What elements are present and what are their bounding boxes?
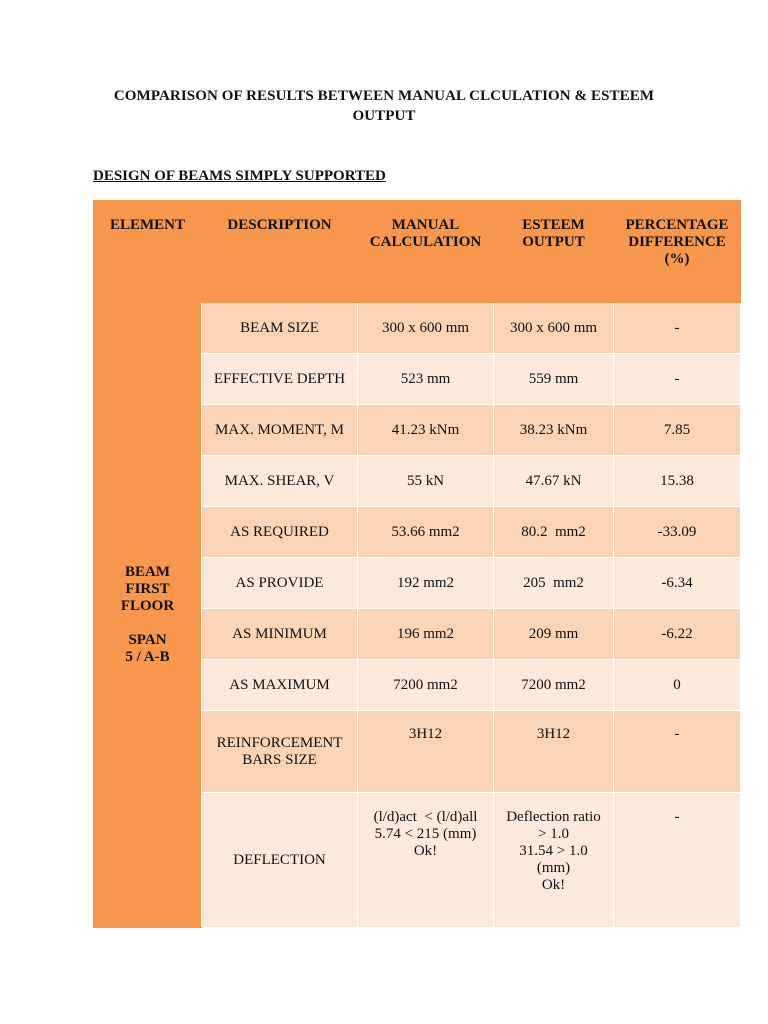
cell-description: AS PROVIDE: [202, 558, 358, 609]
cell-esteem: 300 x 600 mm: [494, 303, 614, 354]
header-description: DESCRIPTION: [202, 201, 358, 303]
cell-percentage: -6.34: [614, 558, 741, 609]
cell-esteem: 205 mm2: [494, 558, 614, 609]
cell-description: MAX. SHEAR, V: [202, 456, 358, 507]
header-element: ELEMENT: [94, 201, 202, 303]
cell-percentage: -: [614, 303, 741, 354]
header-percentage-difference: PERCENTAGE DIFFERENCE (%): [614, 201, 741, 303]
cell-esteem: 80.2 mm2: [494, 507, 614, 558]
document-title: [90, 86, 678, 126]
comparison-table: [93, 200, 741, 928]
title-line-1: COMPARISON OF RESULTS BETWEEN MANUAL CLCULATION & ESTEEM: [113, 88, 655, 104]
cell-description: EFFECTIVE DEPTH: [202, 354, 358, 405]
table-row: [94, 303, 741, 354]
cell-description: AS MINIMUM: [202, 609, 358, 660]
cell-esteem: 47.67 kN: [494, 456, 614, 507]
cell-esteem: Deflection ratio > 1.0 31.54 > 1.0 (mm) Ok!: [494, 793, 614, 928]
cell-percentage: -6.22: [614, 609, 741, 660]
cell-manual: 196 mm2: [358, 609, 494, 660]
element-line: 5 / A-B: [125, 649, 170, 665]
element-line: SPAN: [128, 632, 167, 648]
cell-manual: 53.66 mm2: [358, 507, 494, 558]
cell-manual: 192 mm2: [358, 558, 494, 609]
section-heading: DESIGN OF BEAMS SIMPLY SUPPORTED: [93, 168, 386, 184]
cell-description: AS REQUIRED: [202, 507, 358, 558]
header-manual-calculation: MANUAL CALCULATION: [358, 201, 494, 303]
cell-percentage: -: [614, 354, 741, 405]
cell-esteem: 7200 mm2: [494, 660, 614, 711]
cell-esteem: 559 mm: [494, 354, 614, 405]
header-esteem-output: ESTEEM OUTPUT: [494, 201, 614, 303]
element-line: FLOOR: [120, 598, 175, 614]
cell-manual: 7200 mm2: [358, 660, 494, 711]
table-header-row: [94, 201, 741, 303]
cell-manual: (l/d)act < (l/d)all 5.74 < 215 (mm) Ok!: [358, 793, 494, 928]
cell-manual: 55 kN: [358, 456, 494, 507]
cell-esteem: 3H12: [494, 711, 614, 793]
cell-manual: 3H12: [358, 711, 494, 793]
cell-manual: 523 mm: [358, 354, 494, 405]
cell-description: DEFLECTION: [202, 793, 358, 928]
cell-percentage: -: [614, 711, 741, 793]
cell-percentage: -33.09: [614, 507, 741, 558]
cell-percentage: 0: [614, 660, 741, 711]
cell-description: REINFORCEMENT BARS SIZE: [202, 711, 358, 793]
cell-esteem: 209 mm: [494, 609, 614, 660]
cell-manual: 41.23 kNm: [358, 405, 494, 456]
element-line: FIRST: [125, 581, 170, 597]
cell-description: MAX. MOMENT, M: [202, 405, 358, 456]
cell-manual: 300 x 600 mm: [358, 303, 494, 354]
title-line-2: OUTPUT: [352, 108, 416, 124]
element-label-cell: [94, 303, 202, 928]
cell-percentage: 7.85: [614, 405, 741, 456]
cell-esteem: 38.23 kNm: [494, 405, 614, 456]
cell-description: BEAM SIZE: [202, 303, 358, 354]
cell-description: AS MAXIMUM: [202, 660, 358, 711]
element-line: BEAM: [125, 564, 170, 580]
cell-percentage: -: [614, 793, 741, 928]
cell-percentage: 15.38: [614, 456, 741, 507]
